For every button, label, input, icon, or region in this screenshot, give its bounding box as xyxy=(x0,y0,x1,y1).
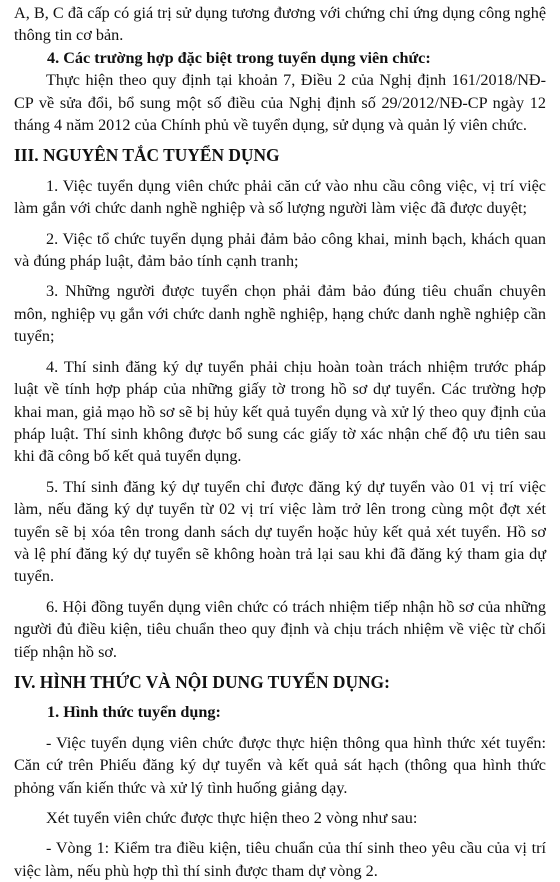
principle-5: 5. Thí sinh đăng ký dự tuyển chỉ được đăng ký dự tuyển vào 01 vị trí việc làm, nếu đăng ký dự tuyển từ 02 vị trí việc làm trở lên trong cùng một đợt xét tuyển sẽ bị xóa tên trong danh sách dự tuyển hoặc hủy kết quả xét tuyển. Hồ sơ và lệ phí đăng ký dự tuyển sẽ không hoàn trả lại sau khi đã đăng ký tham gia dự tuyển. xyxy=(14,477,546,586)
principle-6: 6. Hội đồng tuyển dụng viên chức có trách nhiệm tiếp nhận hồ sơ của những người đủ điều kiện, tiêu chuẩn theo quy định và chịu trách nhiệm về việc từ chối tiếp nhận hồ sơ. xyxy=(14,597,546,661)
subheading-recruitment-form: 1. Hình thức tuyển dụng: xyxy=(47,703,221,722)
section-heading-forms: IV. HÌNH THỨC VÀ NỘI DUNG TUYỂN DỤNG: xyxy=(14,671,390,692)
paragraph-round-1: - Vòng 1: Kiểm tra điều kiện, tiêu chuẩn của thí sinh theo yêu cầu của vị trí việc làm, nếu phù hợp thì thí sinh được tham dự vòng 2. xyxy=(14,839,546,880)
heading-special-cases: 4. Các trường hợp đặc biệt trong tuyển dụng viên chức: xyxy=(47,48,431,67)
principle-4: 4. Thí sinh đăng ký dự tuyển phải chịu hoàn toàn trách nhiệm trước pháp luật về tính hợp pháp của những giấy tờ trong hồ sơ dự tuyển. Các trường hợp khai man, giả mạo hồ sơ sẽ bị hủy kết quả tuyển dụng và xử lý theo quy định của pháp luật. Thí sinh không được bổ sung các giấy tờ xác nhận chế độ ưu tiên sau khi đã công bố kết quả tuyển dụng. xyxy=(14,357,546,466)
paragraph-certificate-cont: A, B, C đã cấp có giá trị sử dụng tương đương với chứng chỉ ứng dụng công nghệ thông tin cơ bản. xyxy=(14,4,546,45)
principle-2: 2. Việc tổ chức tuyển dụng phải đảm bảo công khai, minh bạch, khách quan và đúng pháp luật, đảm bảo tính cạnh tranh; xyxy=(14,229,546,271)
principle-1: 1. Việc tuyển dụng viên chức phải căn cứ vào nhu cầu công việc, vị trí việc làm gắn với chức danh nghề nghiệp và số lượng người làm việc đã được duyệt; xyxy=(14,176,546,218)
paragraph-recruitment-method: - Việc tuyển dụng viên chức được thực hiện thông qua hình thức xét tuyển: Căn cứ trên Phiếu đăng ký dự tuyển và kết quả sát hạch (thông qua hình thức phỏng vấn kiến thức và xử lý tình huống giảng dạy. xyxy=(14,733,546,797)
section-heading-principles: III. NGUYÊN TẮC TUYỂN DỤNG xyxy=(14,145,280,166)
paragraph-decree-reference: Thực hiện theo quy định tại khoản 7, Điều 2 của Nghị định 161/2018/NĐ-CP về sửa đổi, bổ sung một số điều của Nghị định số 29/2012/NĐ-CP ngày 12 tháng 4 năm 2012 của Chính phủ về tuyển dụng, sử dụng và quản lý viên chức. xyxy=(14,71,546,135)
paragraph-two-rounds: Xét tuyển viên chức được thực hiện theo 2 vòng như sau: xyxy=(46,809,418,827)
principle-3: 3. Những người được tuyển chọn phải đảm bảo đúng tiêu chuẩn chuyên môn, nghiệp vụ gắn với chức danh nghề nghiệp, hạng chức danh nghề nghiệp cần tuyển; xyxy=(14,282,546,346)
